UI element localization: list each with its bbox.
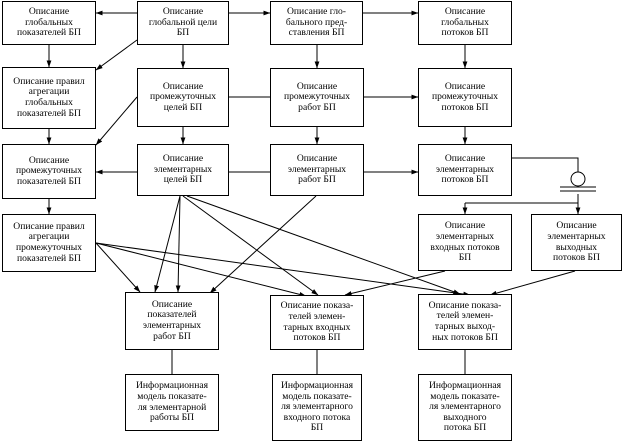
box-elementary-goals — [137, 144, 229, 196]
box-intermediate-works — [270, 68, 364, 127]
box-intermediate-aggregation — [2, 214, 96, 272]
box-elementary-works-label: Описание элементарных работ БП — [287, 153, 347, 186]
box-global-representation — [270, 1, 363, 45]
box-model-work — [125, 374, 219, 431]
box-global-representation-label: Описание гло- бального пред- ставления БП — [285, 6, 348, 39]
box-intermediate-indicators — [2, 144, 96, 199]
box-global-goal — [137, 1, 229, 45]
box-elementary-goals-label: Описание элементарных целей БП — [153, 153, 213, 186]
arrow-elementary-goals-to-work-indicators-1 — [155, 196, 180, 292]
box-global-goal-label: Описание глобальной цели БП — [148, 6, 218, 39]
box-model-output-label: Информационная модель показате- ля элементарного выходного потока БП — [429, 380, 501, 434]
arrow-elementary-goals-to-work-indicators-2 — [178, 196, 180, 292]
circle-on-double-bar-icon — [560, 172, 596, 191]
box-output-flows-label: Описание элементарных выходных потоков БП — [547, 220, 606, 264]
box-input-flows — [418, 214, 512, 271]
box-global-indicators-label: Описание глобальных показателей БП — [17, 6, 81, 39]
box-output-flow-indicators-label: Описание показа- телей элемен- тарных выход- ных потоков БП — [428, 299, 502, 343]
box-model-input — [272, 374, 362, 441]
arrow-elementary-works-to-work-indicators — [210, 196, 316, 293]
box-intermediate-flows-label: Описание промежуточных потоков БП — [431, 80, 499, 113]
box-model-input-label: Информационная модель показате- ля элементарного входного потока БП — [281, 380, 353, 434]
box-global-aggregation-label: Описание правил агрегации глобальных показателей БП — [13, 75, 85, 119]
box-global-aggregation — [2, 67, 96, 129]
box-elementary-flows — [418, 144, 512, 196]
box-global-indicators — [2, 1, 96, 45]
arrow-aggregation-to-input-indicators — [96, 243, 306, 296]
arrow-intermediate-goals-to-indicators — [96, 97, 137, 145]
box-input-flow-indicators-label: Описание показа- телей элемен- тарных входных потоков БП — [280, 300, 354, 344]
box-intermediate-aggregation-label: Описание правил агрегации промежуточных показателей БП — [13, 220, 85, 264]
box-input-flow-indicators — [270, 295, 364, 350]
box-work-indicators — [125, 292, 219, 350]
box-model-output — [418, 374, 512, 441]
box-intermediate-flows — [418, 68, 512, 127]
box-output-flow-indicators — [418, 294, 512, 350]
box-intermediate-works-label: Описание промежуточных работ БП — [283, 80, 351, 113]
box-elementary-flows-label: Описание элементарных потоков БП — [435, 153, 495, 186]
arrow-aggregation-to-work-indicators — [96, 243, 140, 292]
box-input-flows-label: Описание элементарных входных потоков БП — [430, 220, 500, 264]
box-global-flows — [418, 1, 512, 45]
box-global-flows-label: Описание глобальных потоков БП — [441, 6, 489, 39]
box-model-work-label: Информационная модель показате- ля элементарной работы БП — [136, 380, 208, 424]
box-output-flows — [531, 214, 622, 271]
box-elementary-works — [270, 144, 364, 196]
arrow-goal-to-global-aggregation — [96, 40, 137, 70]
box-intermediate-goals — [137, 68, 229, 127]
box-intermediate-indicators-label: Описание промежуточных показателей БП — [15, 154, 83, 187]
arrow-elementary-goals-to-input-indicators — [183, 196, 318, 295]
box-intermediate-goals-label: Описание промежуточных целей БП — [149, 80, 217, 113]
arrow-output-flows-to-output-indicators — [490, 271, 575, 295]
line-elementary-flows-to-connector — [512, 158, 578, 172]
box-work-indicators-label: Описание показателей элементарных работ БП — [142, 298, 202, 342]
